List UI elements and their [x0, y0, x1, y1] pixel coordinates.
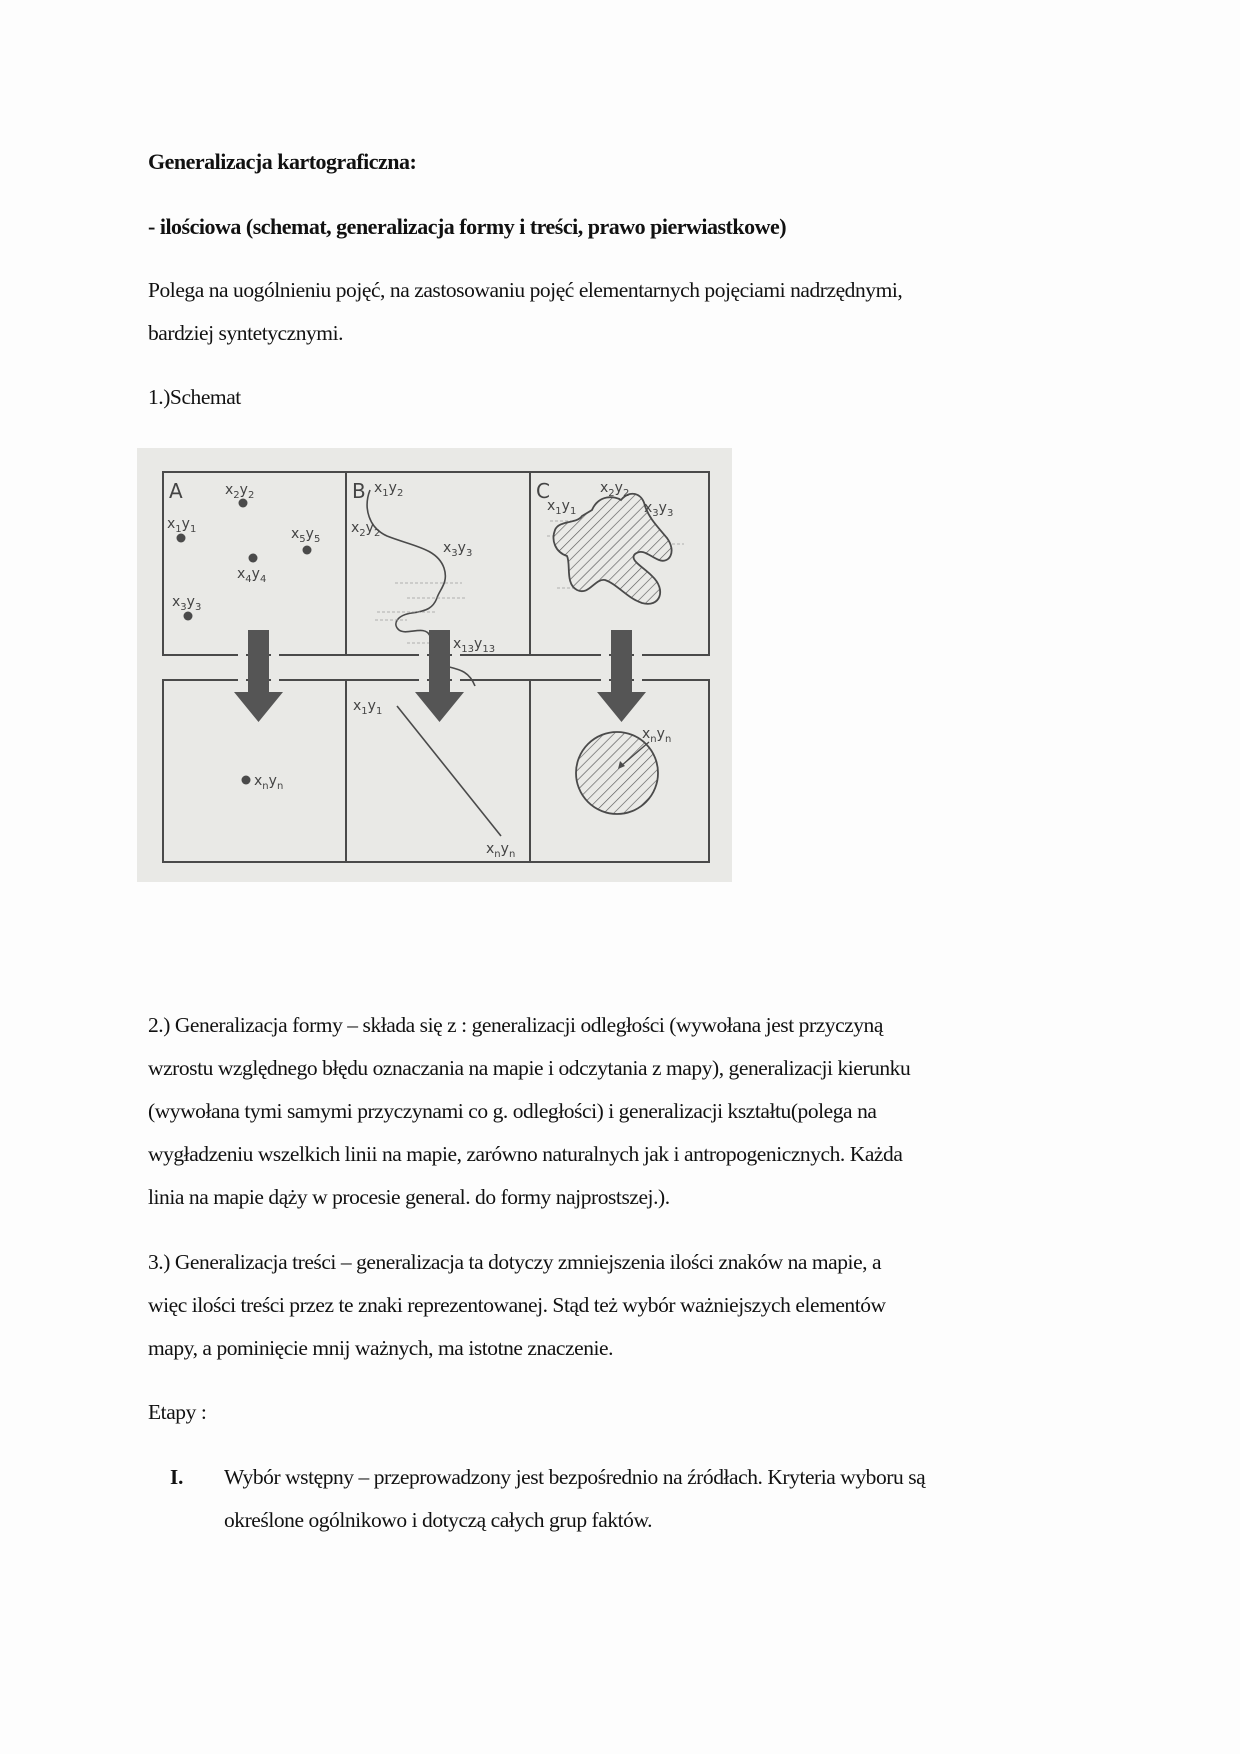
panel-b-guide-lines: [375, 583, 467, 643]
label-b-x1y1: $x_1y_1$: [353, 698, 383, 717]
section2-line-1: 2.) Generalizacja formy – składa się z : generalizacji odległości (wywołana jest przyczyną: [148, 1013, 883, 1037]
label-c-x2y2: $x_2y_2$: [600, 480, 630, 499]
stage-numeral: I.: [170, 1465, 184, 1489]
section2-line-3: (wywołana tymi samymi przyczynami co g. odległości) i generalizacji kształtu(polega na: [148, 1099, 877, 1123]
label-c-x1y1: $x_1y_1$: [547, 498, 577, 517]
label-a-x3y3: $x_3y_3$: [172, 594, 202, 613]
section3-line-2: więc ilości treści przez te znaki reprezentowanej. Stąd też wybór ważniejszych elementów: [148, 1293, 886, 1317]
label-a-x2y2: $x_2y_2$: [225, 482, 255, 501]
generalization-scheme-figure: [137, 448, 732, 882]
section1-heading: 1.)Schemat: [148, 385, 241, 409]
panel-label-c: C: [536, 479, 550, 503]
section3-line-1: 3.) Generalizacja treści – generalizacja ta dotyczy zmniejszenia ilości znaków na mapie, a: [148, 1250, 882, 1274]
section2-line-5: linia na mapie dąży w procesie general. do formy najprostszej.).: [148, 1185, 670, 1209]
section-subtitle: - ilościowa (schemat, generalizacja formy i treści, prawo pierwiastkowe): [148, 214, 787, 239]
label-b-x2y2: $x_2y_2$: [351, 520, 381, 539]
section2-line-2: wzrostu względnego błędu oznaczania na mapie i odczytania z mapy), generalizacji kierunku: [148, 1056, 911, 1080]
panel-label-b: B: [352, 479, 366, 503]
panel-label-a: A: [169, 479, 183, 503]
stage-line-1: Wybór wstępny – przeprowadzony jest bezpośrednio na źródłach. Kryteria wyboru są: [224, 1465, 926, 1489]
stages-heading: Etapy :: [148, 1400, 207, 1424]
document-title: Generalizacja kartograficzna:: [148, 149, 417, 174]
label-b-x1y2: $x_1y_2$: [374, 480, 404, 499]
panel-a-generalized-point: [242, 776, 251, 785]
label-c-xnyn: $x_ny_n$: [642, 726, 672, 745]
panel-b-generalized-line: [397, 706, 501, 836]
label-b-x3y3: $x_3y_3$: [443, 540, 473, 559]
intro-line-2: bardziej syntetycznymi.: [148, 321, 344, 345]
arrow-down-icon: [234, 630, 283, 722]
label-c-x3y3: $x_3y_3$: [644, 500, 674, 519]
label-a-x1y1: $x_1y_1$: [167, 516, 197, 535]
arrow-down-icon: [597, 630, 646, 722]
label-b-x13y13: $x_{13}y_{13}$: [453, 636, 496, 655]
section3-line-3: mapy, a pominięcie mnij ważnych, ma istotne znaczenie.: [148, 1336, 614, 1360]
label-a-x4y4: $x_4y_4$: [237, 566, 267, 585]
stage-line-2: określone ogólnikowo i dotyczą całych grup faktów.: [224, 1508, 653, 1532]
section2-line-4: wygładzeniu wszelkich linii na mapie, zarówno naturalnych jak i antropogenicznych. Każda: [148, 1142, 903, 1166]
intro-line-1: Polega na uogólnieniu pojęć, na zastosowaniu pojęć elementarnych pojęciami nadrzędnymi,: [148, 278, 903, 302]
label-a-x5y5: $x_5y_5$: [291, 526, 321, 545]
label-a-xnyn: $x_ny_n$: [254, 773, 284, 792]
label-b-xnyn: $x_ny_n$: [486, 841, 516, 860]
